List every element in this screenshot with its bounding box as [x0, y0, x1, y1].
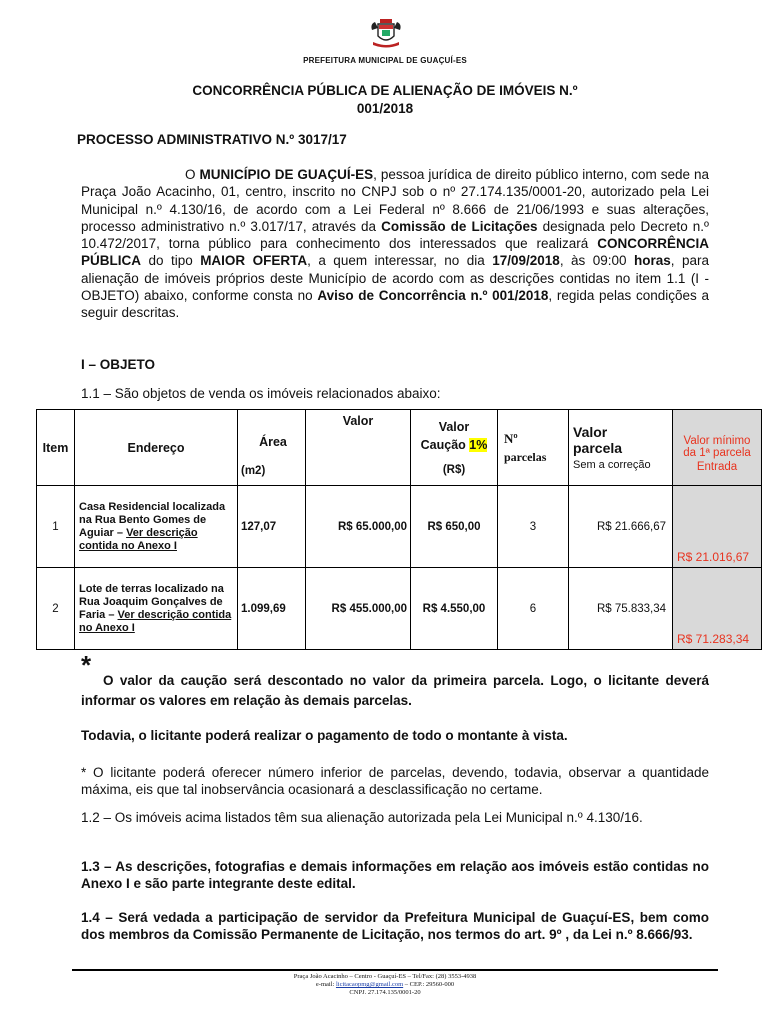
header-valor-parcela	[569, 410, 673, 486]
title-line-1: CONCORRÊNCIA PÚBLICA DE ALIENAÇÃO DE IMÓVEIS N.º	[192, 83, 578, 98]
header-caucao-pct: 1%	[469, 437, 488, 452]
footer	[0, 973, 770, 997]
item-1-3: 1.3 – As descrições, fotografias e demais informações em relação aos imóveis estão contidas no Anexo I e são parte integrante deste edital.	[81, 859, 709, 892]
asterisk-mark: *	[81, 650, 92, 680]
header-valor: Valor	[306, 410, 411, 486]
footer-cnpj: CNPJ. 27.174.135/0001-20	[349, 989, 421, 996]
cell-parcelas: 6	[498, 568, 569, 650]
footer-email-link[interactable]: licitacaopmg@gmail.com	[335, 981, 404, 988]
header-valor-minimo	[673, 410, 762, 486]
intro-text: , para alienação de imóveis próprios deste Município de acordo com as descrições contidas no item 1.1 (I - OBJETO) abaixo, conforme consta no	[81, 253, 709, 304]
header-num-parcelas	[498, 410, 569, 486]
properties-table	[36, 409, 762, 650]
endereco-anexo-link[interactable]: Ver descrição contida no Anexo I	[79, 608, 232, 634]
table-row	[37, 568, 762, 650]
item-1-1: 1.1 – São objetos de venda os imóveis relacionados abaixo:	[81, 386, 441, 401]
header-entrada: Entrada	[696, 460, 738, 473]
footer-email-label: e-mail:	[315, 981, 335, 988]
header-sem-correcao: Sem a correção	[573, 459, 651, 471]
header-min-1: Valor mínimo	[683, 434, 751, 447]
footer-address: Praça João Acacinho – Centro - Guaçuí-ES – Tel/Fax: (28) 3553-4938	[293, 973, 477, 980]
caucao-note-text: O valor da caução será descontado no valor da primeira parcela. Logo, o licitante deverá informar os valores em relação às demais parcelas.	[81, 673, 709, 708]
cell-valor-parcela: R$ 21.666,67	[569, 486, 673, 568]
cell-valor: R$ 455.000,00	[306, 568, 411, 650]
document-title	[110, 82, 660, 118]
header-caucao-valor: Valor	[438, 419, 470, 434]
process-number: PROCESSO ADMINISTRATIVO N.º 3017/17	[77, 132, 347, 147]
endereco-text: Lote de terras localizado na Rua Joaquim Gonçalves de Faria –	[79, 582, 224, 621]
cell-valor-minimo: R$ 21.016,67	[673, 486, 762, 568]
intro-date: 17/09/2018	[492, 253, 560, 269]
intro-text: , a quem interessar, no dia	[307, 253, 485, 269]
intro-comissao: Comissão de Licitações	[381, 218, 538, 234]
intro-text: designada pelo Decreto n.º 10.472/2017, torna público para conhecimento dos interessados que realizará	[81, 218, 709, 252]
intro-text: , pessoa jurídica de direito público interno, com sede na Praça João Acacinho, 01, centro, inscrito no CNPJ sob o nº 27.174.135/0001-20, autorizado pela Lei Municipal n.º 4.130/16, de acordo com a Lei Federal nº 8.666 de 21/06/1993 e suas alterações, processo administrativo n.º 3.017/17, através da	[81, 167, 709, 234]
header-vparcela-2: parcela	[573, 440, 623, 456]
section-objeto-heading: I – OBJETO	[81, 357, 156, 372]
header-endereco: Endereço	[75, 410, 238, 486]
header-caucao	[411, 410, 498, 486]
intro-paragraph	[81, 166, 709, 322]
cell-valor-parcela: R$ 75.833,34	[569, 568, 673, 650]
cell-caucao: R$ 4.550,00	[411, 568, 498, 650]
todavia-note: Todavia, o licitante poderá realizar o pagamento de todo o montante à vista.	[81, 728, 568, 743]
header-parcelas-label: parcelas	[504, 449, 547, 464]
cell-area: 127,07	[238, 486, 306, 568]
cell-valor-minimo: R$ 71.283,34	[673, 568, 762, 650]
cell-item: 1	[37, 486, 75, 568]
header-area-label: Área	[259, 434, 287, 449]
header-caucao-label: Caução	[420, 437, 466, 452]
title-line-2: 001/2018	[356, 101, 414, 116]
header-nparc-label: Nº	[504, 430, 518, 446]
table-header-row	[37, 410, 762, 486]
header-vparcela-1: Valor	[573, 424, 608, 440]
caucao-note	[81, 671, 709, 711]
endereco-text: Casa Residencial localizada na Rua Bento Gomes de Aguiar –	[79, 500, 226, 539]
inferior-note: * O licitante poderá oferecer número inferior de parcelas, devendo, todavia, observar a quantidade máxima, eis que tal inobservância ocasionará a desclassificação no certame.	[81, 765, 709, 798]
item-1-4: 1.4 – Será vedada a participação de servidor da Prefeitura Municipal de Guaçuí-ES, bem como dos membros da Comissão Permanente de Licitação, nos termos do art. 9º , da Lei n.º 8.666/93.	[81, 910, 709, 943]
cell-endereco	[75, 486, 238, 568]
footer-rule	[72, 969, 718, 971]
cell-endereco	[75, 568, 238, 650]
endereco-anexo-link[interactable]: Ver descrição contida no Anexo I	[79, 526, 198, 552]
intro-horas: horas	[634, 253, 671, 269]
table-row	[37, 486, 762, 568]
header-caucao-unit: (R$)	[442, 463, 466, 476]
intro-text: O	[185, 167, 196, 182]
municipal-crest-logo	[369, 18, 403, 48]
intro-text: , regida pelas condições a seguir descritas.	[81, 288, 709, 321]
cell-valor: R$ 65.000,00	[306, 486, 411, 568]
municipality-header: PREFEITURA MUNICIPAL DE GUAÇUÍ-ES	[303, 56, 467, 65]
header-area-unit: (m2)	[241, 464, 266, 477]
intro-aviso: Aviso de Concorrência n.º 001/2018	[317, 288, 549, 304]
intro-text: do tipo	[148, 253, 193, 269]
header-min-2: da 1ª parcela	[683, 446, 751, 459]
intro-maior-oferta: MAIOR OFERTA	[200, 253, 308, 269]
cell-item: 2	[37, 568, 75, 650]
item-1-2: 1.2 – Os imóveis acima listados têm sua alienação autorizada pela Lei Municipal n.º 4.130/16.	[81, 810, 643, 825]
header-item: Item	[37, 410, 75, 486]
cell-parcelas: 3	[498, 486, 569, 568]
header-area	[238, 410, 306, 486]
cell-caucao: R$ 650,00	[411, 486, 498, 568]
intro-concorrencia: CONCORRÊNCIA PÚBLICA	[81, 236, 709, 269]
cell-area: 1.099,69	[238, 568, 306, 650]
intro-text: , às 09:00	[559, 253, 627, 269]
intro-municipio: MUNICÍPIO DE GUAÇUÍ-ES	[199, 167, 374, 182]
footer-email-line	[0, 981, 770, 989]
footer-cep: – CEP.: 29560-000	[404, 981, 455, 988]
